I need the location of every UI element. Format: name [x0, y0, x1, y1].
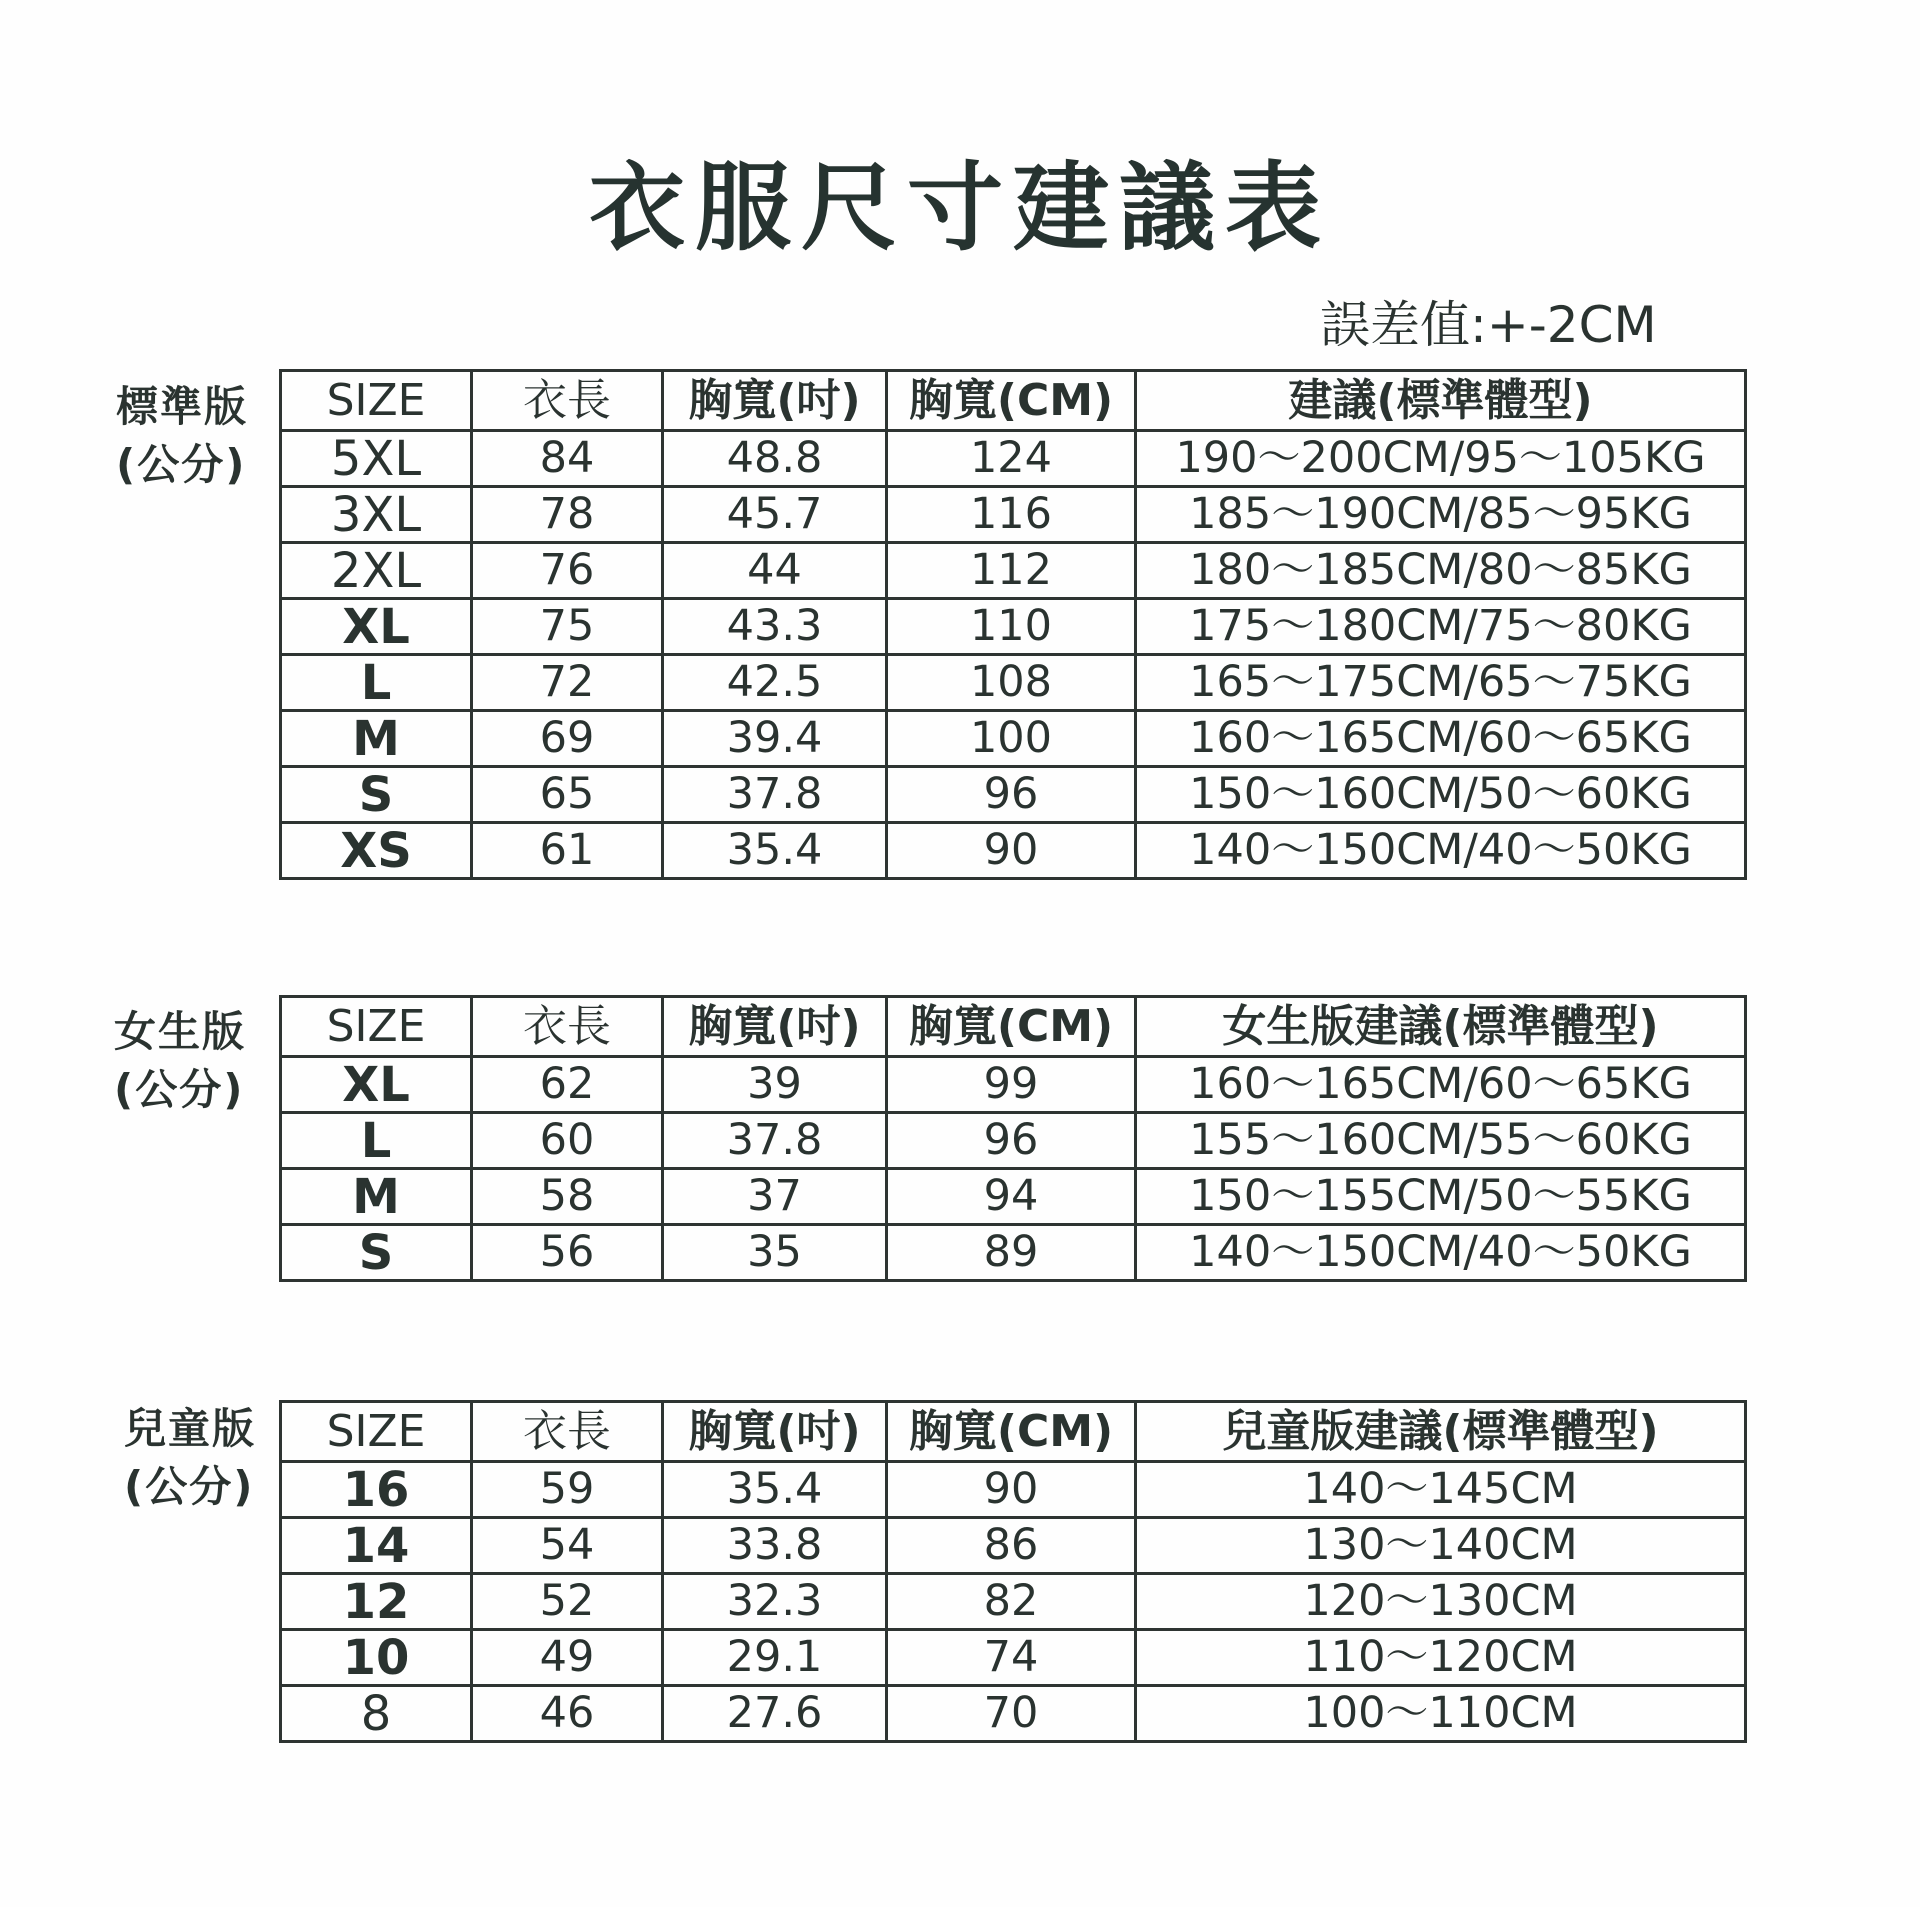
cell-length: 78 [472, 487, 663, 543]
cell-size: 3XL [281, 487, 472, 543]
table-row [281, 1686, 1746, 1742]
cell-chest-in: 35.4 [663, 823, 887, 879]
cell-recommendation: 190～200CM/95～105KG [1136, 431, 1746, 487]
table-row [281, 1169, 1746, 1225]
header-chest-in: 胸寬(吋) [663, 997, 887, 1057]
cell-chest-cm: 94 [887, 1169, 1136, 1225]
cell-size: S [281, 767, 472, 823]
cell-chest-in: 45.7 [663, 487, 887, 543]
cell-length: 76 [472, 543, 663, 599]
table-row [281, 431, 1746, 487]
header-recommendation: 建議(標準體型) [1136, 371, 1746, 431]
cell-recommendation: 150～155CM/50～55KG [1136, 1169, 1746, 1225]
cell-recommendation: 175～180CM/75～80KG [1136, 599, 1746, 655]
cell-chest-in: 39.4 [663, 711, 887, 767]
header-chest-cm: 胸寬(CM) [887, 371, 1136, 431]
cell-chest-cm: 116 [887, 487, 1136, 543]
cell-length: 60 [472, 1113, 663, 1169]
cell-size: XS [281, 823, 472, 879]
cell-recommendation: 140～150CM/40～50KG [1136, 823, 1746, 879]
size-table-children [279, 1400, 1747, 1743]
cell-chest-cm: 96 [887, 767, 1136, 823]
cell-chest-in: 48.8 [663, 431, 887, 487]
table-row [281, 1225, 1746, 1281]
table-row [281, 1057, 1746, 1113]
cell-size: 8 [281, 1686, 472, 1742]
table-row [281, 1630, 1746, 1686]
cell-recommendation: 140～150CM/40～50KG [1136, 1225, 1746, 1281]
cell-chest-in: 42.5 [663, 655, 887, 711]
header-size: SIZE [281, 371, 472, 431]
cell-size: XL [281, 599, 472, 655]
cell-size: L [281, 1113, 472, 1169]
cell-length: 65 [472, 767, 663, 823]
cell-recommendation: 120～130CM [1136, 1574, 1746, 1630]
cell-length: 61 [472, 823, 663, 879]
cell-chest-cm: 90 [887, 823, 1136, 879]
cell-length: 46 [472, 1686, 663, 1742]
header-chest-in: 胸寬(吋) [663, 371, 887, 431]
table-label-title: 女生版 [114, 1007, 247, 1056]
table-row [281, 767, 1746, 823]
cell-length: 59 [472, 1462, 663, 1518]
cell-chest-cm: 70 [887, 1686, 1136, 1742]
table-header-row [281, 997, 1746, 1057]
table-row [281, 487, 1746, 543]
table-label-unit: (公分) [116, 440, 247, 489]
cell-size: L [281, 655, 472, 711]
cell-chest-in: 29.1 [663, 1630, 887, 1686]
cell-chest-cm: 74 [887, 1630, 1136, 1686]
cell-size: M [281, 1169, 472, 1225]
cell-chest-in: 37 [663, 1169, 887, 1225]
cell-chest-in: 35.4 [663, 1462, 887, 1518]
header-size: SIZE [281, 997, 472, 1057]
header-length: 衣長 [472, 1402, 663, 1462]
header-recommendation: 女生版建議(標準體型) [1136, 997, 1746, 1057]
cell-recommendation: 130～140CM [1136, 1518, 1746, 1574]
cell-chest-cm: 89 [887, 1225, 1136, 1281]
table-label-children [124, 1400, 256, 1516]
cell-length: 75 [472, 599, 663, 655]
cell-chest-cm: 86 [887, 1518, 1136, 1574]
cell-recommendation: 165～175CM/65～75KG [1136, 655, 1746, 711]
cell-chest-in: 35 [663, 1225, 887, 1281]
size-table-standard [279, 369, 1747, 880]
table-row [281, 823, 1746, 879]
table-row [281, 1574, 1746, 1630]
table-label-title: 兒童版 [124, 1404, 257, 1453]
table-header-row [281, 371, 1746, 431]
cell-recommendation: 140～145CM [1136, 1462, 1746, 1518]
cell-recommendation: 160～165CM/60～65KG [1136, 1057, 1746, 1113]
cell-chest-in: 33.8 [663, 1518, 887, 1574]
header-chest-cm: 胸寬(CM) [887, 1402, 1136, 1462]
tolerance-note: 誤差值:+-2CM [1320, 296, 1657, 354]
header-length: 衣長 [472, 997, 663, 1057]
cell-size: 2XL [281, 543, 472, 599]
header-recommendation: 兒童版建議(標準體型) [1136, 1402, 1746, 1462]
cell-size: 14 [281, 1518, 472, 1574]
size-table-women [279, 995, 1747, 1282]
cell-length: 54 [472, 1518, 663, 1574]
cell-size: 5XL [281, 431, 472, 487]
cell-length: 58 [472, 1169, 663, 1225]
table-label-standard [116, 378, 248, 494]
cell-chest-in: 39 [663, 1057, 887, 1113]
cell-chest-in: 44 [663, 543, 887, 599]
cell-chest-cm: 124 [887, 431, 1136, 487]
cell-size: XL [281, 1057, 472, 1113]
cell-chest-in: 43.3 [663, 599, 887, 655]
header-size: SIZE [281, 1402, 472, 1462]
cell-recommendation: 150～160CM/50～60KG [1136, 767, 1746, 823]
header-chest-cm: 胸寬(CM) [887, 997, 1136, 1057]
cell-chest-cm: 99 [887, 1057, 1136, 1113]
cell-length: 56 [472, 1225, 663, 1281]
cell-recommendation: 185～190CM/85～95KG [1136, 487, 1746, 543]
cell-chest-cm: 96 [887, 1113, 1136, 1169]
table-row [281, 711, 1746, 767]
cell-chest-cm: 112 [887, 543, 1136, 599]
cell-chest-cm: 108 [887, 655, 1136, 711]
cell-recommendation: 100～110CM [1136, 1686, 1746, 1742]
cell-length: 49 [472, 1630, 663, 1686]
table-label-title: 標準版 [116, 382, 249, 431]
table-row [281, 1518, 1746, 1574]
cell-length: 69 [472, 711, 663, 767]
cell-recommendation: 110～120CM [1136, 1630, 1746, 1686]
table-row [281, 655, 1746, 711]
cell-recommendation: 155～160CM/55～60KG [1136, 1113, 1746, 1169]
cell-chest-in: 27.6 [663, 1686, 887, 1742]
cell-chest-cm: 110 [887, 599, 1136, 655]
page-title: 衣服尺寸建議表 [589, 152, 1331, 264]
table-row [281, 543, 1746, 599]
cell-chest-in: 32.3 [663, 1574, 887, 1630]
cell-size: M [281, 711, 472, 767]
cell-chest-in: 37.8 [663, 767, 887, 823]
table-header-row [281, 1402, 1746, 1462]
cell-size: 12 [281, 1574, 472, 1630]
cell-recommendation: 180～185CM/80～85KG [1136, 543, 1746, 599]
cell-recommendation: 160～165CM/60～65KG [1136, 711, 1746, 767]
cell-size: 16 [281, 1462, 472, 1518]
cell-length: 52 [472, 1574, 663, 1630]
cell-size: 10 [281, 1630, 472, 1686]
cell-chest-cm: 100 [887, 711, 1136, 767]
table-row [281, 1462, 1746, 1518]
cell-chest-cm: 90 [887, 1462, 1136, 1518]
cell-length: 62 [472, 1057, 663, 1113]
cell-size: S [281, 1225, 472, 1281]
table-label-women [114, 1003, 246, 1119]
cell-length: 72 [472, 655, 663, 711]
table-label-unit: (公分) [124, 1462, 255, 1511]
cell-chest-cm: 82 [887, 1574, 1136, 1630]
table-label-unit: (公分) [114, 1065, 245, 1114]
table-row [281, 1113, 1746, 1169]
header-length: 衣長 [472, 371, 663, 431]
table-row [281, 599, 1746, 655]
header-chest-in: 胸寬(吋) [663, 1402, 887, 1462]
cell-chest-in: 37.8 [663, 1113, 887, 1169]
cell-length: 84 [472, 431, 663, 487]
